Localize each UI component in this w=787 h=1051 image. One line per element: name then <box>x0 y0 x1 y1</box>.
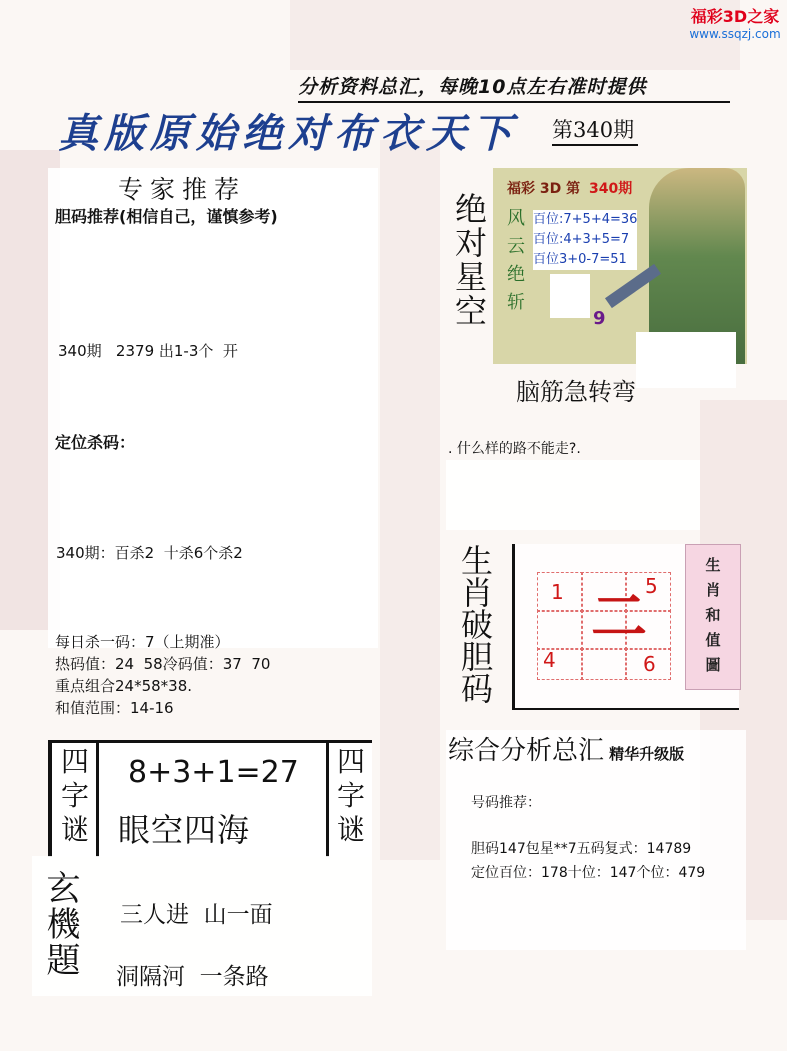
expert-panel <box>48 168 378 648</box>
riddle-left-border <box>48 743 52 857</box>
brain-answer-area <box>446 460 700 530</box>
mystery-line-2: 洞隔河 一条路 <box>116 964 269 990</box>
zodiac-side-label: 生肖破胆码 <box>456 544 494 704</box>
summary-title <box>448 730 684 767</box>
page-title: 真版原始绝对布衣天下 <box>58 110 518 157</box>
star-line-3: 百位3+0-7=51 <box>533 250 637 270</box>
site-name: 福彩3D之家 <box>690 7 780 26</box>
star-lines <box>533 210 637 270</box>
brain-question: . 什么样的路不能走?. <box>448 441 581 457</box>
site-logo[interactable] <box>685 4 785 41</box>
riddle-right-border <box>326 743 329 857</box>
dan-line: 340期 2379 出1-3个 开 <box>58 342 238 360</box>
background-art-center <box>380 140 440 860</box>
riddle-right-text: 四字谜 <box>336 745 365 846</box>
header-tagline: 分析资料总汇，每晚10点左右准时提供 <box>298 72 730 103</box>
summary-title-text: 综合分析总汇 <box>448 736 605 766</box>
riddle-answer: 眼空四海 <box>118 811 251 849</box>
summary-rec-label: 号码推荐： <box>471 795 541 811</box>
background-art-top <box>290 0 740 70</box>
star-side-label: 绝对星空 <box>450 192 488 328</box>
star-banner-issue: 340期 <box>589 181 633 197</box>
summary-badge: 精华升级版 <box>609 745 685 763</box>
zodiac-num-3: 4 <box>543 648 556 672</box>
zodiac-num-2: 5 <box>645 574 658 598</box>
zodiac-label-box <box>685 544 741 690</box>
riddle-left-text: 四字谜 <box>60 745 89 846</box>
riddle-left-label <box>56 745 94 847</box>
summary-line-1: 胆码147包星**7五码复式：14789 <box>471 841 692 857</box>
star-number: 9 <box>593 308 606 329</box>
mystery-label: 玄機題 <box>40 870 80 978</box>
hot-cold: 热码值：24 58冷码值：37 70 <box>55 655 271 673</box>
zodiac-bottom-rule <box>515 708 739 710</box>
zodiac-num-4: 6 <box>643 652 656 676</box>
riddle-equation: 8+3+1=27 <box>128 755 299 790</box>
riddle-left-inner-border <box>96 743 99 857</box>
star-line-1: 百位:7+5+4=36 <box>533 210 637 230</box>
star-banner-text: 福彩 3D 第 <box>507 181 581 197</box>
star-mask-1 <box>550 274 590 318</box>
zodiac-num-1: 1 <box>551 580 564 604</box>
issue-number: 第340期 <box>552 114 638 146</box>
grid-cell-4 <box>537 610 583 650</box>
kill-title: 定位杀码： <box>55 433 136 452</box>
riddle-right-label <box>332 745 370 847</box>
kill-line: 340期：百杀2 十杀6个杀2 <box>56 544 243 562</box>
combo: 重点组合24*58*38. <box>55 677 193 695</box>
star-poem: 风云绝斩 <box>504 208 525 320</box>
site-url: www.ssqzj.com <box>689 27 781 41</box>
expert-heading: 专家推荐 <box>118 175 247 204</box>
sum-range: 和值范围：14-16 <box>55 699 174 717</box>
zodiac-chart <box>512 544 739 710</box>
grid-cell-8 <box>581 648 627 680</box>
summary-line-2: 定位百位：178十位：147个位：479 <box>471 865 706 881</box>
zodiac-chart-label: 生肖和值圖 <box>703 557 722 682</box>
daily-kill: 每日杀一码：7（上期准） <box>55 633 230 651</box>
riddle-box <box>48 740 372 857</box>
star-banner <box>507 178 632 198</box>
zodiac-center-char: 二 <box>591 585 647 650</box>
star-mask-2 <box>636 332 736 388</box>
dan-tip: 胆码推荐(相信自己，谨慎参考) <box>55 207 278 226</box>
star-line-2: 百位:4+3+5=7 <box>533 230 637 250</box>
brain-title: 脑筋急转弯 <box>516 378 636 406</box>
mystery-line-1: 三人进 山一面 <box>120 902 273 928</box>
